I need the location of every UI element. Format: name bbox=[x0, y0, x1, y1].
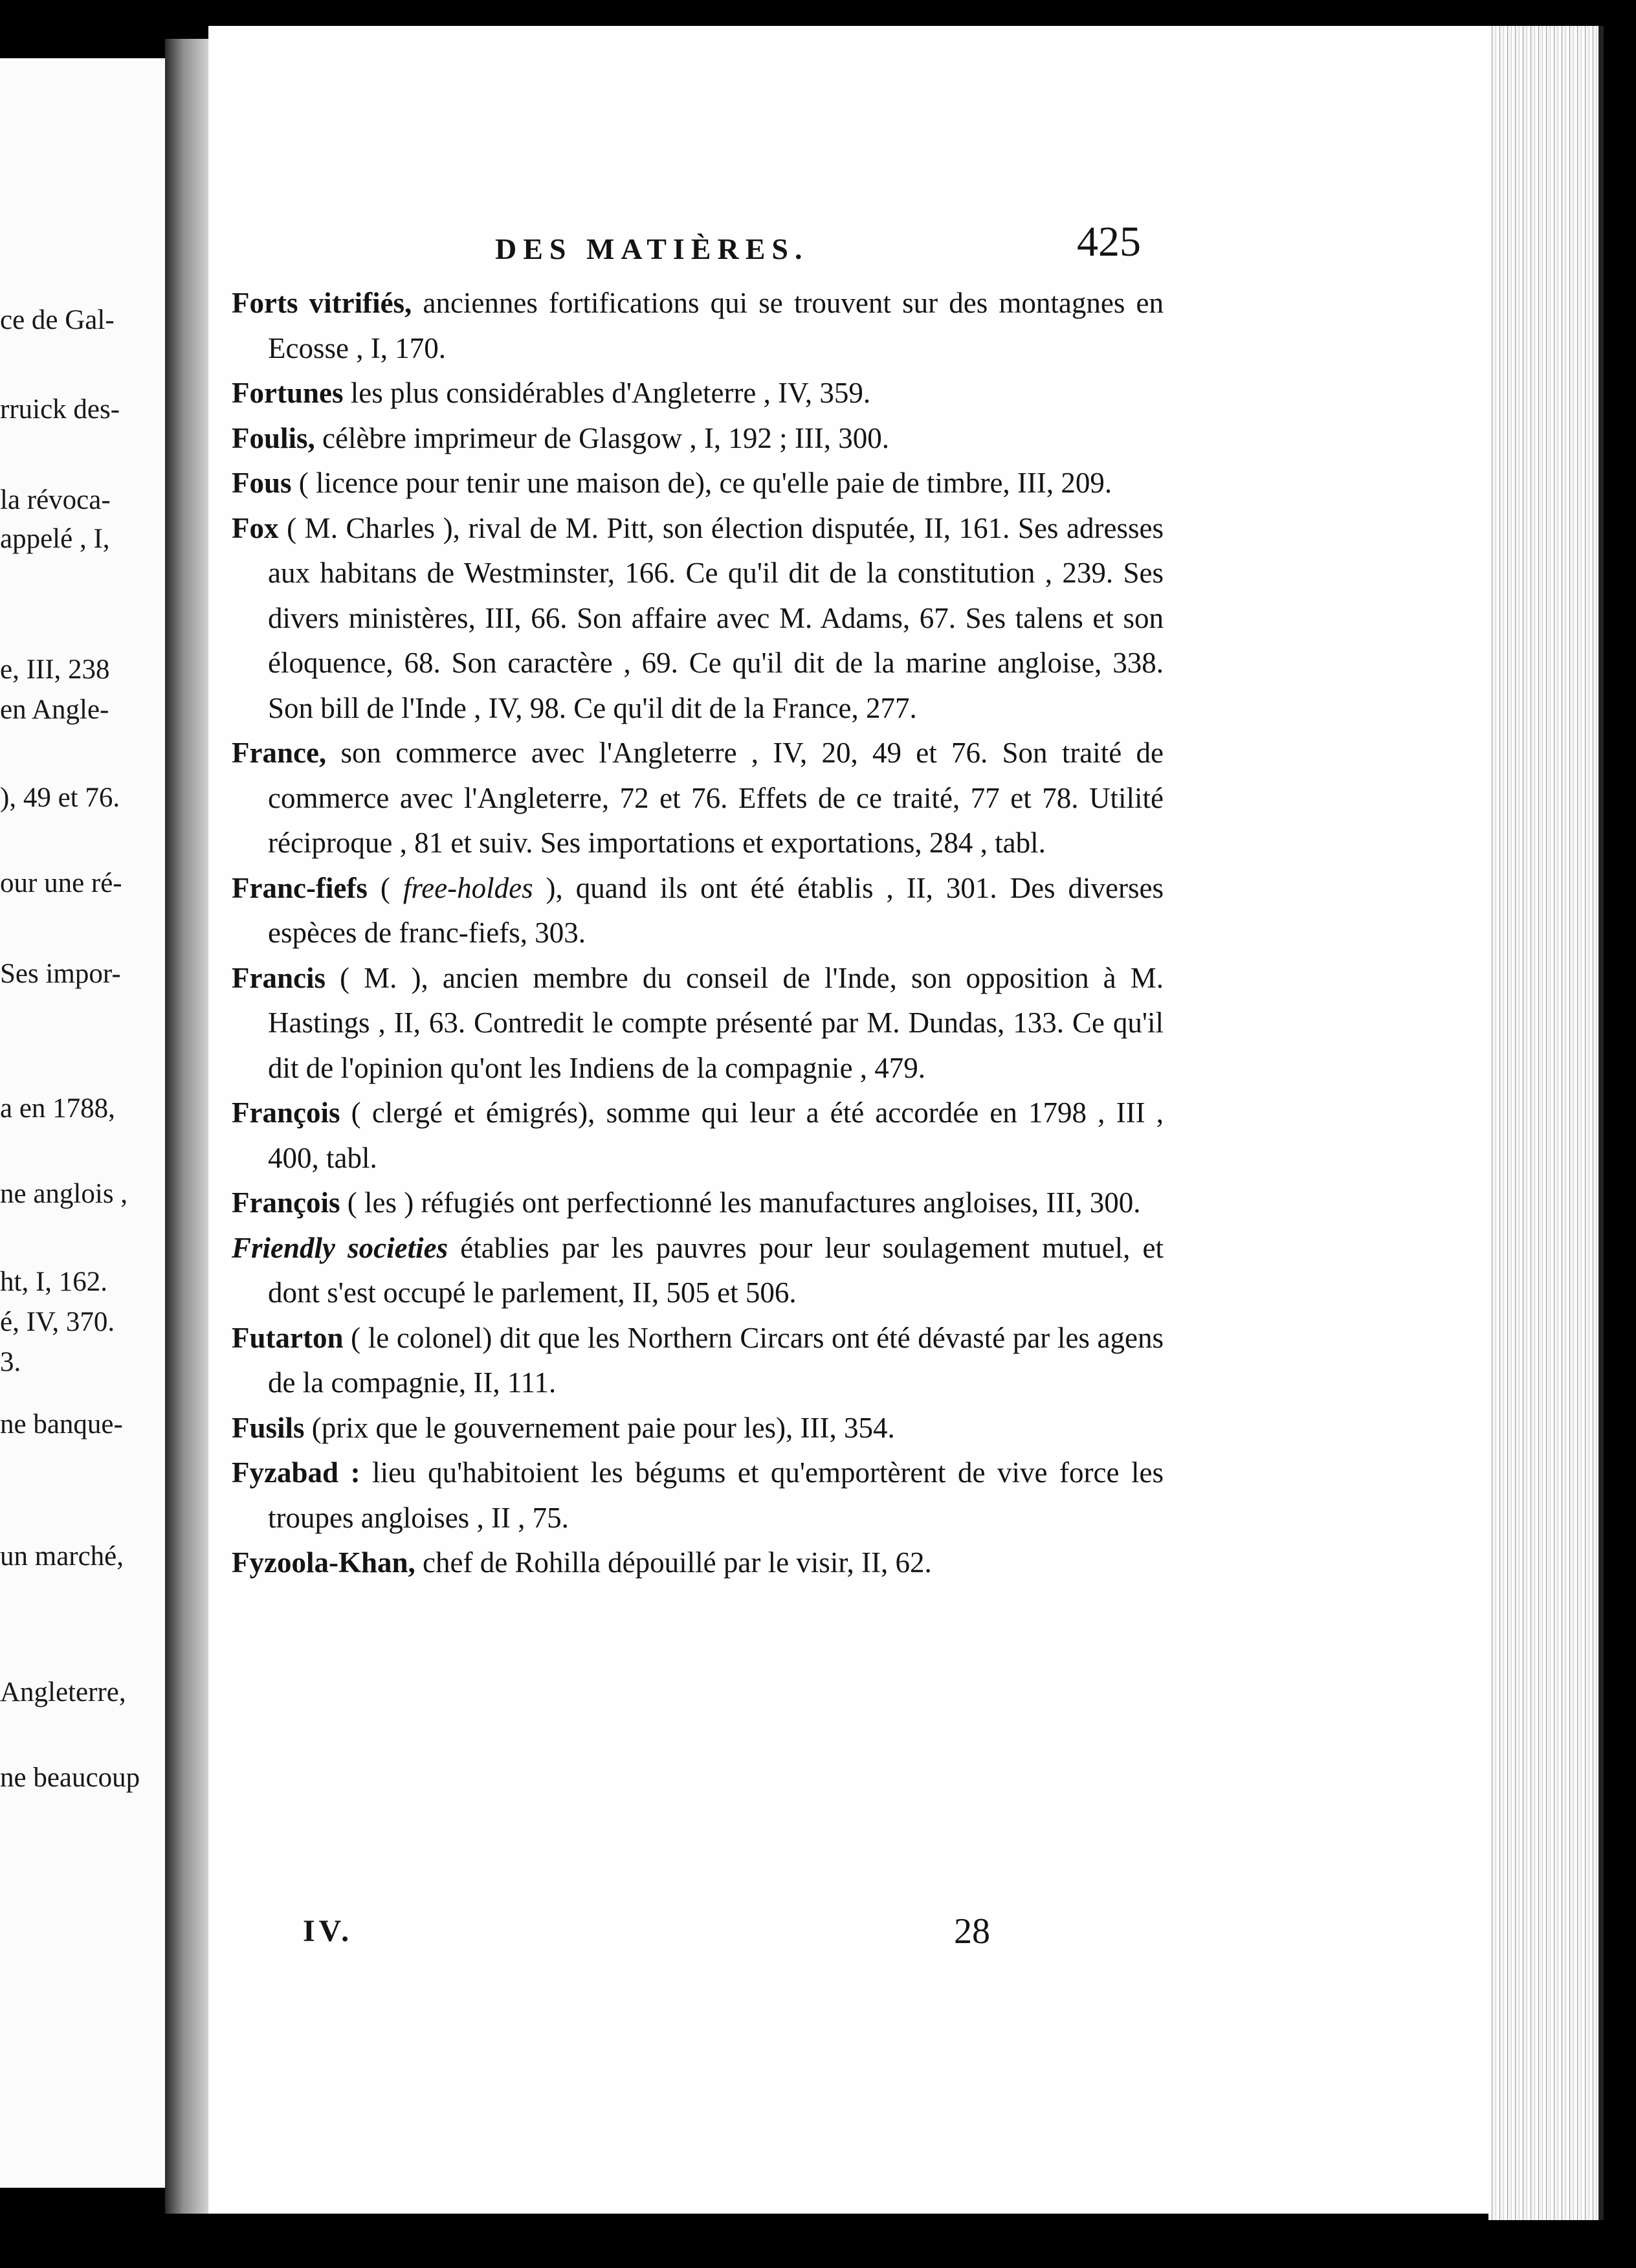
entry-heading: Fyzabad : bbox=[232, 1456, 360, 1489]
left-page-line: ne banque- bbox=[0, 1409, 123, 1440]
entry-text: célèbre imprimeur de Glasgow , I, 192 ; III, 300. bbox=[315, 421, 890, 454]
index-entry bbox=[232, 1316, 1164, 1406]
index-entry bbox=[232, 1181, 1164, 1226]
entry-heading: Francis bbox=[232, 961, 326, 994]
entry-text: chef de Rohilla dépouillé par le visir, II, 62. bbox=[415, 1546, 932, 1579]
left-page-line: ne beaucoup bbox=[0, 1762, 140, 1793]
entry-heading: Fusils bbox=[232, 1411, 305, 1444]
left-page-line: rruick des- bbox=[0, 394, 120, 425]
entry-heading: France, bbox=[232, 737, 327, 769]
left-page-line: Ses impor- bbox=[0, 959, 121, 989]
index-entry bbox=[232, 1451, 1164, 1540]
left-page-line: 3. bbox=[0, 1347, 21, 1377]
entry-text: ( licence pour tenir une maison de), ce qu'elle paie de timbre, III, 209. bbox=[291, 467, 1112, 499]
index-entry bbox=[232, 371, 1164, 416]
entry-heading: Fortunes bbox=[232, 377, 344, 409]
left-page-line: e, III, 238 bbox=[0, 654, 110, 685]
entry-heading: Fous bbox=[232, 467, 292, 499]
index-entry bbox=[232, 866, 1164, 956]
entry-italic-term: free-holdes bbox=[403, 871, 533, 904]
left-page-line: ht, I, 162. bbox=[0, 1267, 108, 1297]
left-page-line: ), 49 et 76. bbox=[0, 783, 120, 813]
entry-heading: François bbox=[232, 1096, 340, 1129]
entry-text: ( clergé et émigrés), somme qui leur a été accordée en 1798 , III , 400, tabl. bbox=[268, 1096, 1164, 1174]
entry-text: lieu qu'habitoient les bégums et qu'emportèrent de vive force les troupes angloises , II , 75. bbox=[268, 1456, 1164, 1534]
index-entry bbox=[232, 416, 1164, 461]
index-entry bbox=[232, 281, 1164, 371]
running-head: DES MATIÈRES. bbox=[495, 232, 809, 265]
left-page-line: our une ré- bbox=[0, 868, 122, 898]
left-page-line: un marché, bbox=[0, 1541, 124, 1572]
entry-heading: Fyzoola-Khan, bbox=[232, 1546, 415, 1579]
entry-text: son commerce avec l'Angleterre , IV, 20, 49 et 76. Son traité de commerce avec l'Angleterre, 72 et 76. Effets de ce traité, 77 et 78. Utilité réciproque , 81 et suiv. Ses importations et exportations, 284 , tabl. bbox=[268, 737, 1164, 859]
entry-heading: Futarton bbox=[232, 1321, 344, 1354]
left-page-line: é, IV, 370. bbox=[0, 1307, 115, 1337]
index-entry bbox=[232, 1540, 1164, 1586]
entry-text: ( bbox=[367, 871, 403, 904]
entry-heading: François bbox=[232, 1186, 340, 1219]
left-page-line: a en 1788, bbox=[0, 1093, 115, 1124]
left-page-fragment bbox=[0, 58, 165, 2188]
left-page-line: appelé , I, bbox=[0, 524, 110, 554]
index-entry bbox=[232, 956, 1164, 1091]
footer-signature: 28 bbox=[954, 1911, 990, 1951]
entry-text: ), quand ils ont été établis , II, 301. Des diverses espèces de franc-fiefs, 303. bbox=[268, 871, 1164, 949]
index-entry bbox=[232, 1406, 1164, 1451]
entry-heading: Franc-fiefs bbox=[232, 871, 368, 904]
left-page-line: en Angle- bbox=[0, 695, 109, 725]
entry-heading: Foulis, bbox=[232, 421, 315, 454]
index-entry bbox=[232, 461, 1164, 506]
index-entry bbox=[232, 1226, 1164, 1316]
left-page-line: la révoca- bbox=[0, 485, 111, 515]
entry-text: établies par les pauvres pour leur soulagement mutuel, et dont s'est occupé le parlement, II, 505 et 506. bbox=[268, 1231, 1164, 1309]
page-edges bbox=[1488, 26, 1604, 2220]
entry-text: ( le colonel) dit que les Northern Circars ont été dévasté par les agens de la compagnie, II, 111. bbox=[268, 1321, 1164, 1399]
left-page-line: ce de Gal- bbox=[0, 305, 115, 335]
page-number: 425 bbox=[1077, 218, 1141, 265]
left-page-line: ne anglois , bbox=[0, 1179, 128, 1209]
left-page-line: Angleterre, bbox=[0, 1677, 126, 1707]
entry-heading: Forts vitrifiés, bbox=[232, 287, 412, 319]
entry-text: ( M. ), ancien membre du conseil de l'Inde, son opposition à M. Hastings , II, 63. Contredit le compte présenté par M. Dundas, 133. Ce qu'il dit de l'opinion qu'ont les Indiens de la compagnie , 479. bbox=[268, 961, 1164, 1084]
entry-text: ( M. Charles ), rival de M. Pitt, son élection disputée, II, 161. Ses adresses aux habitans de Westminster, 166. Ce qu'il dit de la constitution , 239. Ses divers ministères, III, 66. Son affaire avec M. Adams, 67. Ses talens et son éloquence, 68. Son caractère , 69. Ce qu'il dit de la marine angloise, 338. Son bill de l'Inde , IV, 98. Ce qu'il dit de la France, 277. bbox=[268, 511, 1164, 724]
footer-volume: IV. bbox=[303, 1914, 353, 1948]
entry-text: (prix que le gouvernement paie pour les), III, 354. bbox=[304, 1411, 895, 1444]
index-entry bbox=[232, 731, 1164, 866]
entry-heading: Fox bbox=[232, 511, 279, 544]
index-body bbox=[232, 281, 1164, 1586]
entry-text: anciennes fortifications qui se trouvent sur des montagnes en Ecosse , I, 170. bbox=[268, 287, 1164, 364]
entry-heading: Friendly societies bbox=[232, 1231, 448, 1264]
index-entry bbox=[232, 1091, 1164, 1181]
index-entry bbox=[232, 506, 1164, 731]
entry-text: ( les ) réfugiés ont perfectionné les manufactures angloises, III, 300. bbox=[340, 1186, 1141, 1219]
entry-text: les plus considérables d'Angleterre , IV, 359. bbox=[343, 377, 871, 409]
